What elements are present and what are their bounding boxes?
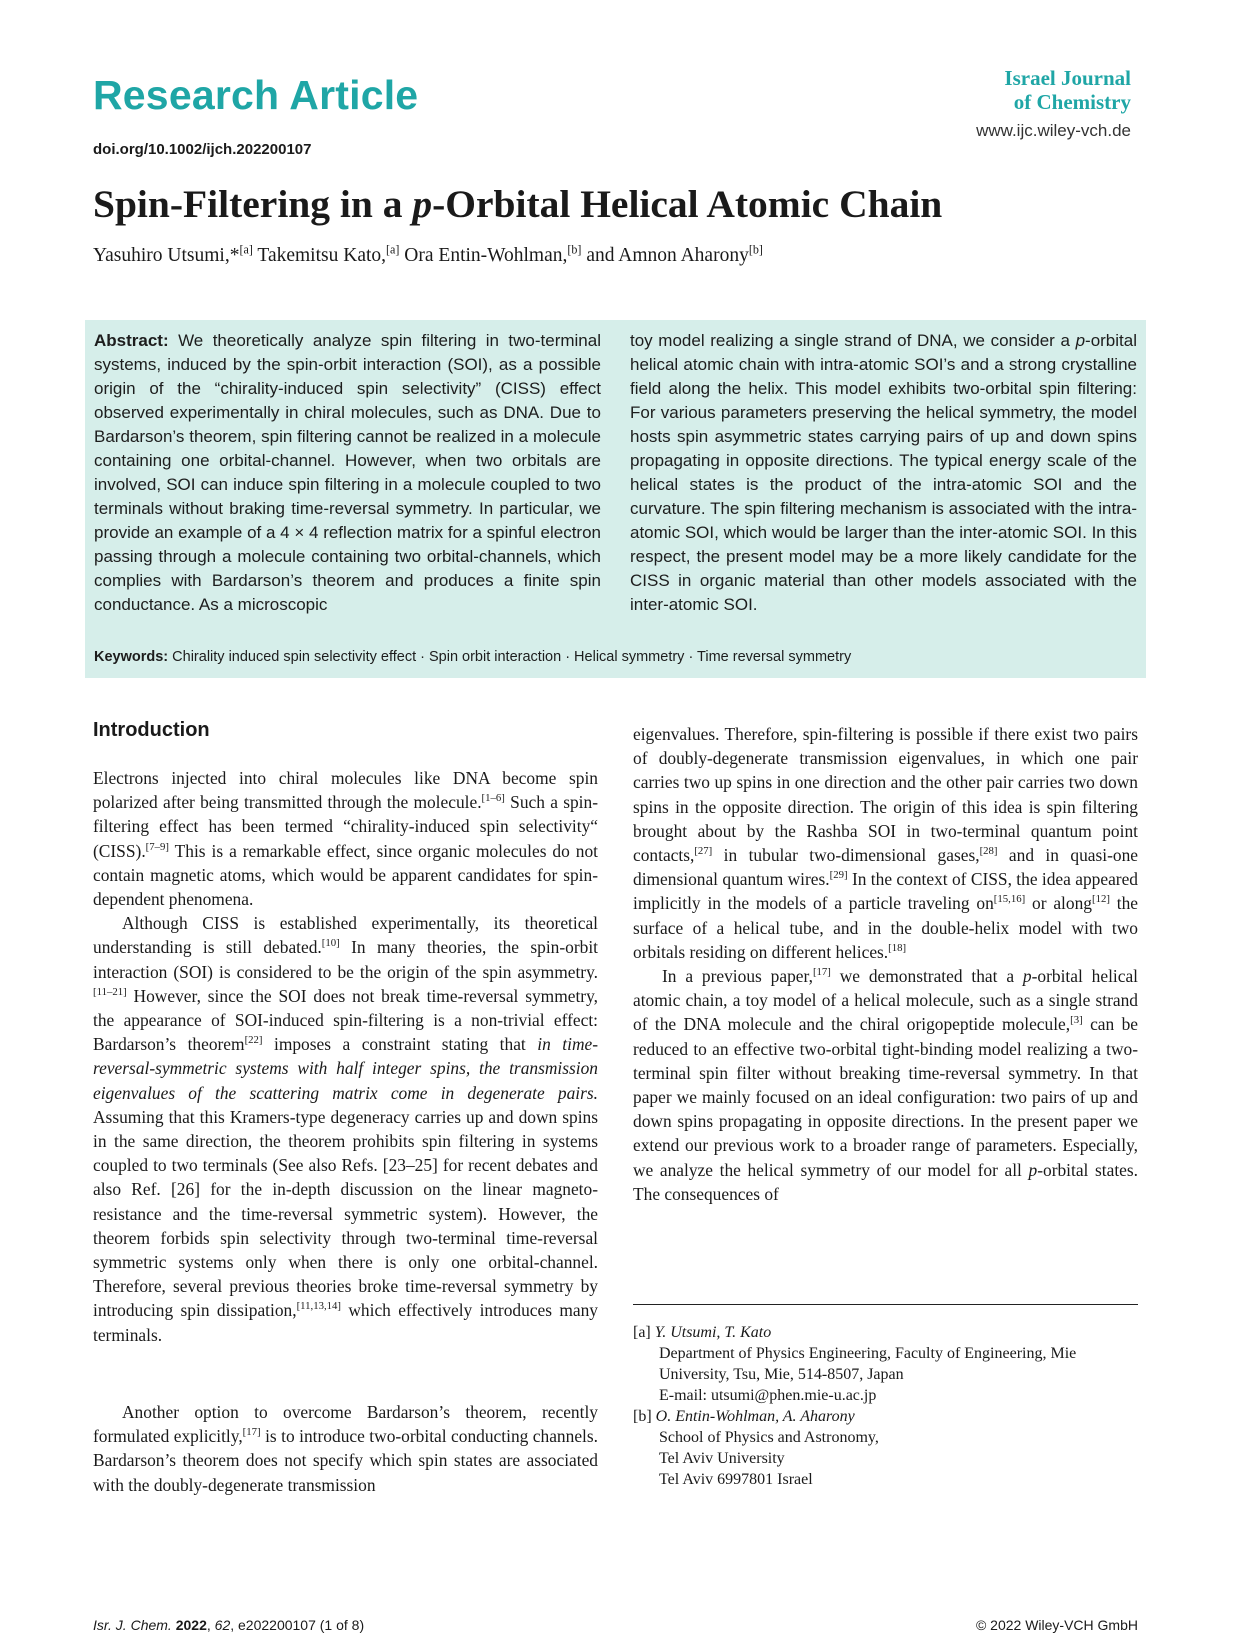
paragraph-2 bbox=[93, 911, 598, 1347]
text-run: the surface of a helical tube, and in the double-helix model with two orbitals residing on different helices. bbox=[633, 893, 1138, 962]
author-list bbox=[93, 242, 1153, 267]
body-column-left bbox=[93, 766, 598, 1347]
text-run: Although CISS is established experimentally, its theoretical understanding is still debated. bbox=[93, 913, 598, 958]
affiliation-footnotes bbox=[633, 1322, 1138, 1490]
section-heading-introduction: Introduction bbox=[93, 719, 210, 741]
doi-link[interactable]: doi.org/10.1002/ijch.202200107 bbox=[93, 141, 312, 158]
author-affiliation: [b] bbox=[567, 242, 582, 257]
abstract-box bbox=[85, 320, 1146, 678]
text-run: -orbital states. The consequences of bbox=[633, 1159, 1138, 1204]
citation[interactable]: [22] bbox=[244, 1034, 263, 1047]
journal-name-line-1: Israel Journal bbox=[1004, 66, 1131, 90]
text-run: In many theories, the spin-orbit interaction (SOI) is considered to be the origin of the spin asymmetry. bbox=[93, 937, 598, 982]
footer-copyright: © 2022 Wiley-VCH GmbH bbox=[975, 1617, 1138, 1633]
keywords-label: Keywords: bbox=[94, 649, 169, 665]
footnote-label: [a] bbox=[633, 1324, 651, 1341]
text-run: Such a spin-filtering effect has been termed “chirality-induced spin selectivity“ (CISS). bbox=[93, 792, 598, 861]
body-column-right bbox=[633, 722, 1138, 1206]
footnote-names: O. Entin-Wohlman, A. Aharony bbox=[655, 1408, 855, 1425]
footnote-divider bbox=[633, 1304, 1138, 1305]
abstract-text-2a: toy model realizing a single strand of DNA, we consider a bbox=[630, 331, 1076, 350]
footer-volume: 62 bbox=[214, 1617, 231, 1633]
citation[interactable]: [12] bbox=[1091, 893, 1110, 906]
citation[interactable]: [17] bbox=[242, 1426, 261, 1439]
title-italic-p: p bbox=[412, 182, 433, 226]
text-run: and in quasi-one dimensional quantum wires. bbox=[633, 845, 1138, 890]
citation[interactable]: [3] bbox=[1070, 1014, 1083, 1027]
text-run: This is a remarkable effect, since organic molecules do not contain magnetic atoms, which would be apparent candidates for spin-dependent phenomena. bbox=[93, 840, 598, 910]
paragraph-4 bbox=[633, 964, 1138, 1206]
text-run: Assuming that this Kramers-type degeneracy carries up and down spins in the same direction, the theorem prohibits spin filtering in systems coupled to two terminals (See also Refs. [23–25] for recent debates and also Ref. [26] for the in-depth discussion on the linear magneto-resistance and the time-reversal symmetric system). However, the theorem forbids spin selectivity through two-terminal time-reversal symmetric systems only when there is only one orbital-channel. Therefore, several previous theories broke time-reversal symmetry by introducing spin dissipation, bbox=[93, 1106, 598, 1321]
footnote-names: Y. Utsumi, T. Kato bbox=[654, 1324, 772, 1341]
author-affiliation: [a] bbox=[386, 242, 400, 257]
citation[interactable]: [27] bbox=[694, 845, 713, 858]
title-part-1: Spin-Filtering in a bbox=[93, 182, 413, 226]
text-run: or along bbox=[1025, 893, 1092, 914]
italic-text-run: p bbox=[1022, 966, 1032, 987]
author-name: Ora Entin-Wohlman, bbox=[404, 245, 568, 266]
citation[interactable]: [17] bbox=[812, 966, 831, 979]
footer-journal: Isr. J. Chem. bbox=[93, 1617, 172, 1633]
text-run: imposes a constraint stating that bbox=[262, 1034, 538, 1055]
footnote-email[interactable]: E-mail: utsumi@phen.mie-u.ac.jp bbox=[659, 1387, 877, 1404]
author-affiliation: [b] bbox=[748, 242, 763, 257]
citation[interactable]: [29] bbox=[829, 869, 848, 882]
footnote-line: Department of Physics Engineering, Faculty of Engineering, Mie bbox=[659, 1345, 1077, 1362]
citation[interactable]: [1–6] bbox=[481, 792, 505, 805]
italic-text-run: in time-reversal-symmetric systems with half integer spins, the transmission eigenvalues of the scattering matrix come in degenerate pairs. bbox=[93, 1034, 599, 1103]
journal-name-line-2: of Chemistry bbox=[1013, 90, 1131, 114]
body-column-left-bottom bbox=[93, 1400, 598, 1497]
paragraph-3-continued bbox=[633, 722, 1138, 964]
footnote-line: School of Physics and Astronomy, bbox=[659, 1429, 879, 1446]
text-run: which effectively introduces many terminals. bbox=[93, 1300, 598, 1345]
journal-logo bbox=[871, 66, 1131, 114]
text-run: we demonstrated that a bbox=[830, 966, 1023, 987]
citation[interactable]: [10] bbox=[321, 937, 340, 950]
footnote-a-header bbox=[633, 1322, 1138, 1343]
abstract-text-1: We theoretically analyze spin filtering in two-terminal systems, induced by the spin-orbit interaction (SOI), as a possible origin of the “chirality-induced spin selectivity” (CISS) effect observed experimentally in chiral molecules, such as DNA. Due to Bardarson’s theorem, spin filtering cannot be realized in a molecule containing one orbital-channel. However, when two orbitals are involved, SOI can induce spin filtering in a molecule coupled to two terminals without braking time-reversal symmetry. In particular, we provide an example of a 4 × 4 reflection matrix for a spinful electron passing through a molecule containing two orbital-channels, which complies with Bardarson’s theorem and produces a finite spin conductance. As a microscopic bbox=[94, 331, 601, 614]
paragraph-3 bbox=[93, 1400, 598, 1497]
journal-url-link[interactable]: www.ijc.wiley-vch.de bbox=[976, 121, 1131, 140]
text-run: -orbital helical atomic chain, a toy model of a helical molecule, such as a single strand of the DNA molecule and the chiral origopeptide molecule, bbox=[633, 966, 1138, 1035]
author-name: Amnon Aharony bbox=[618, 245, 749, 266]
footnote-label: [b] bbox=[633, 1408, 652, 1425]
footer-year: 2022 bbox=[175, 1617, 207, 1633]
text-run: can be reduced to an effective two-orbital tight-binding model realizing a two-terminal spin filter without breaking time-reversal symmetry. In that paper we mainly focused on an ideal configuration: two pairs of up and down spins propagating in opposite directions. In the present paper we extend our previous work to a broader range of parameters. Especially, we analyze the helical symmetry of our model for all bbox=[633, 1014, 1138, 1180]
author-separator: and bbox=[581, 245, 619, 266]
author-name: Yasuhiro Utsumi,* bbox=[93, 245, 240, 266]
citation[interactable]: [7–9] bbox=[145, 840, 169, 853]
keywords-line bbox=[94, 649, 851, 665]
footer-citation: Isr. J. Chem. 2022, 62, e202200107 (1 of 8) bbox=[93, 1617, 365, 1633]
text-run: However, since the SOI does not break time-reversal symmetry, the appearance of SOI-induced spin-filtering is a non-trivial effect: Bardarson’s theorem bbox=[93, 985, 598, 1055]
citation[interactable]: [15,16] bbox=[993, 893, 1026, 906]
abstract-column-1 bbox=[94, 329, 601, 617]
text-run: in tubular two-dimensional gases, bbox=[712, 845, 980, 866]
text-run: Electrons injected into chiral molecules like DNA become spin polarized after being transmitted through the molecule. bbox=[93, 768, 598, 813]
abstract-column-2 bbox=[630, 329, 1137, 617]
abstract-label: Abstract: bbox=[94, 331, 169, 350]
footer-page: , e202200107 (1 of 8) bbox=[230, 1617, 365, 1633]
keywords-list: Chirality induced spin selectivity effect · Spin orbit interaction · Helical symmetry · Time reversal symmetry bbox=[172, 649, 852, 665]
abstract-text-2b: -orbital helical atomic chain with intra-atomic SOI’s and a strong crystalline field along the helix. This model exhibits two-orbital spin filtering: For various parameters preserving the helical symmetry, the model hosts spin asymmetric states carrying pairs of up and down spins propagating in opposite directions. The typical energy scale of the helical states is the product of the intra-atomic SOI and the curvature. The spin filtering mechanism is associated with the intra-atomic SOI, which would be larger than the inter-atomic SOI. In this respect, the present model may be a more likely candidate for the CISS in organic material than other models associated with the inter-atomic SOI. bbox=[630, 331, 1137, 614]
footnote-line: Tel Aviv University bbox=[659, 1450, 785, 1467]
citation[interactable]: [11,13,14] bbox=[296, 1300, 342, 1313]
title-part-2: -Orbital Helical Atomic Chain bbox=[432, 182, 943, 226]
footnote-b-header bbox=[633, 1406, 1138, 1427]
author-affiliation: [a] bbox=[239, 242, 253, 257]
citation[interactable]: [11–21] bbox=[93, 986, 127, 999]
text-run: In a previous paper, bbox=[662, 966, 813, 987]
italic-text-run: p bbox=[1028, 1159, 1038, 1180]
footnote-line: Tel Aviv 6997801 Israel bbox=[659, 1471, 813, 1488]
text-run: Another option to overcome Bardarson’s theorem, recently formulated explicitly, bbox=[93, 1402, 598, 1447]
text-run: In the context of CISS, the idea appeared implicitly in the models of a particle traveling on bbox=[633, 869, 1138, 914]
paragraph-1 bbox=[93, 766, 598, 911]
footnote-line: University, Tsu, Mie, 514-8507, Japan bbox=[659, 1366, 904, 1383]
article-type-label: Research Article bbox=[93, 72, 419, 118]
citation[interactable]: [28] bbox=[979, 845, 998, 858]
citation[interactable]: [18] bbox=[888, 942, 907, 955]
text-run: is to introduce two-orbital conducting channels. Bardarson’s theorem does not specify which spin states are associated with the doubly-degenerate transmission bbox=[93, 1426, 598, 1495]
paper-title bbox=[93, 181, 1153, 227]
abstract-italic-p: p bbox=[1075, 331, 1086, 350]
author-name: Takemitsu Kato, bbox=[257, 245, 387, 266]
text-run: eigenvalues. Therefore, spin-filtering is possible if there exist two pairs of doubly-degenerate transmission eigenvalues, in which one pair carries two up spins in one direction and the other pair carries two down spins in the opposite direction. The origin of this idea is spin filtering brought about by the Rashba SOI in two-terminal quantum point contacts, bbox=[633, 724, 1138, 866]
